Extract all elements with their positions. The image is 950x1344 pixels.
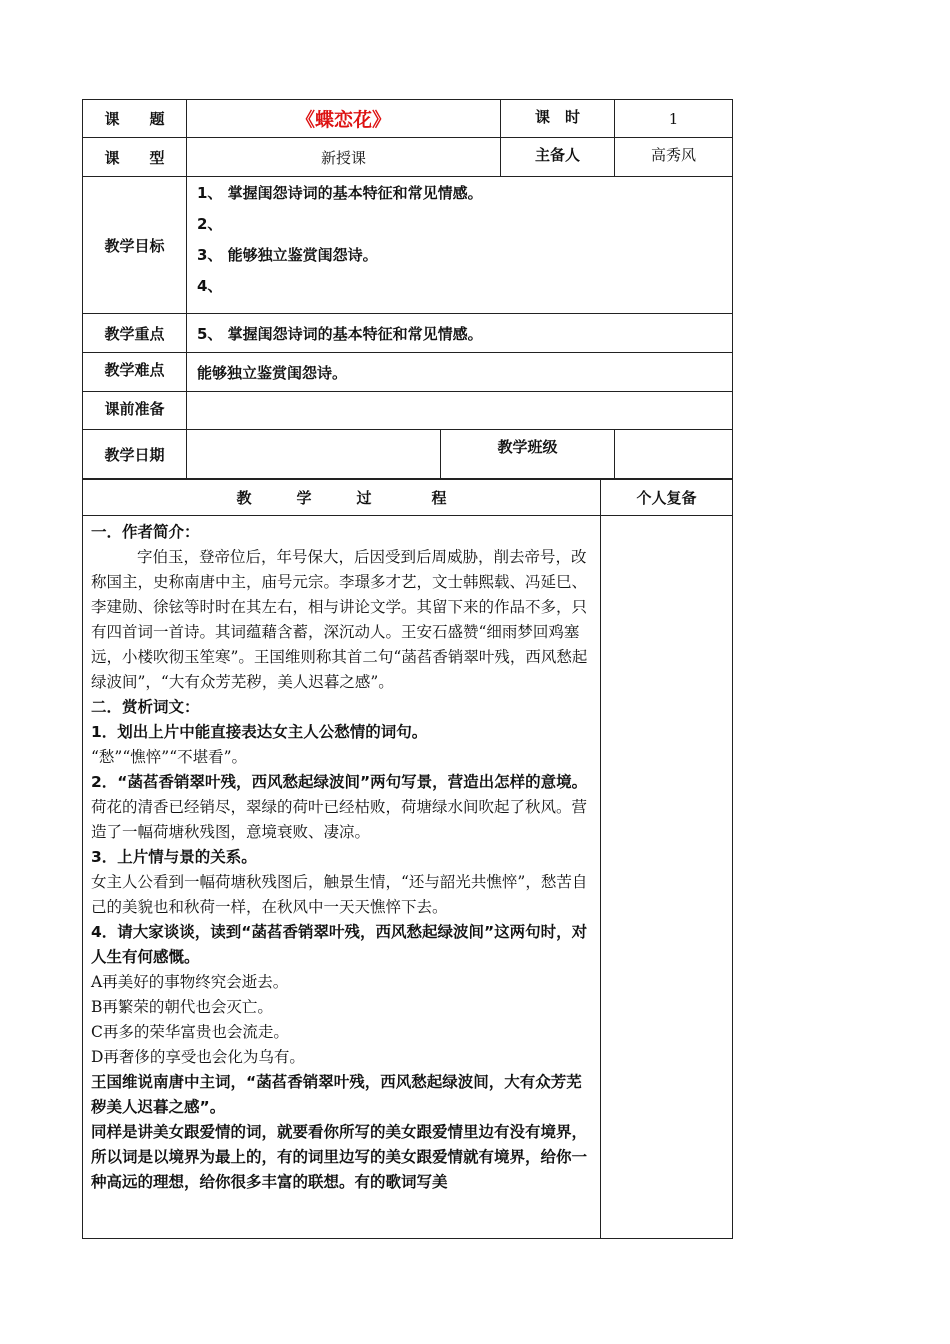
- objectives-list: [187, 177, 733, 314]
- personal-notes-header: 个人复备: [601, 479, 733, 516]
- author-intro: 字伯玉，登帝位后，年号保大，后因受到后周威胁，削去帝号，改称国主，史称南唐中主，庙号元宗。李璟多才艺，文士韩熙载、冯延巳、李建勋、徐铉等时时在其左右，相与讲论文学。其留下来的作品不多，只有四首词一首诗。其词蕴藉含蓄，深沉动人。王安石盛赞“细雨梦回鸡塞远，小楼吹彻玉笙寒”。王国维则称其首二句“菡萏香销翠叶残，西风愁起绿波间”，“大有众芳芜秽，美人迟暮之感”。: [91, 548, 588, 691]
- key-point-value: 5、 掌握闺怨诗词的基本特征和常见情感。: [187, 314, 733, 353]
- question: 3．上片情与景的关系。: [91, 848, 257, 866]
- option-c: C再多的荣华富贵也会流走。: [91, 1023, 289, 1041]
- option-d: D再奢侈的享受也会化为乌有。: [91, 1048, 305, 1066]
- question: 1．划出上片中能直接表达女主人公愁情的词句。: [91, 723, 428, 741]
- section-heading: 二．赏析词文：: [91, 698, 200, 716]
- personal-notes-cell: [601, 516, 733, 1239]
- class-value: [615, 430, 733, 480]
- answer: “愁”“憔悴”“不堪看”。: [91, 748, 248, 766]
- teaching-process-table: [82, 478, 733, 1239]
- section-heading: 一．作者简介：: [91, 523, 200, 541]
- period-value: 1: [615, 100, 733, 138]
- date-value: [187, 430, 441, 480]
- date-label: 教学日期: [83, 430, 187, 480]
- objective-item: 4、: [197, 277, 223, 295]
- question: 4．请大家谈谈，读到“菡萏香销翠叶残，西风愁起绿波间”这两句时，对人生有何感慨。: [91, 923, 588, 966]
- objectives-label: 教学目标: [83, 177, 187, 314]
- difficulty-value: 能够独立鉴赏闺怨诗。: [187, 353, 733, 392]
- commentary: 同样是讲美女跟爱情的词，就要看你所写的美女跟爱情里边有没有境界，所以词是以境界为最上的，有的词里边写的美女跟爱情就有境界，给你一种高远的理想，给你很多丰富的联想。有的歌词写美: [91, 1123, 588, 1191]
- answer: 女主人公看到一幅荷塘秋残图后，触景生情，“还与韶光共憔悴”，愁苦自己的美貌也和秋荷一样，在秋风中一天天憔悴下去。: [91, 873, 588, 916]
- objective-item: 1、 掌握闺怨诗词的基本特征和常见情感。: [197, 184, 483, 202]
- process-content: [83, 516, 601, 1239]
- topic-label: 课 题: [83, 100, 187, 138]
- preparer-label: 主备人: [501, 138, 615, 177]
- answer: 荷花的清香已经销尽，翠绿的荷叶已经枯败，荷塘绿水间吹起了秋风。营造了一幅荷塘秋残图，意境衰败、凄凉。: [91, 798, 588, 841]
- key-point-label: 教学重点: [83, 314, 187, 353]
- option-b: B再繁荣的朝代也会灭亡。: [91, 998, 273, 1016]
- type-value: 新授课: [187, 138, 501, 177]
- lesson-info-table: [82, 99, 733, 480]
- process-header: 教 学 过 程: [83, 479, 601, 516]
- class-label: 教学班级: [441, 430, 615, 480]
- preparer-value: 高秀风: [615, 138, 733, 177]
- objective-item: 3、 能够独立鉴赏闺怨诗。: [197, 246, 378, 264]
- difficulty-label: 教学难点: [83, 353, 187, 392]
- objective-item: 2、: [197, 215, 223, 233]
- question: 2．“菡萏香销翠叶残，西风愁起绿波间”两句写景，营造出怎样的意境。: [91, 773, 588, 791]
- topic-value: 《蝶恋花》: [187, 100, 501, 138]
- option-a: A再美好的事物终究会逝去。: [91, 973, 289, 991]
- period-label: 课 时: [501, 100, 615, 138]
- type-label: 课 型: [83, 138, 187, 177]
- preparation-label: 课前准备: [83, 392, 187, 430]
- commentary: 王国维说南唐中主词，“菡萏香销翠叶残，西风愁起绿波间，大有众芳芜秽美人迟暮之感”。: [91, 1073, 582, 1116]
- preparation-value: [187, 392, 733, 430]
